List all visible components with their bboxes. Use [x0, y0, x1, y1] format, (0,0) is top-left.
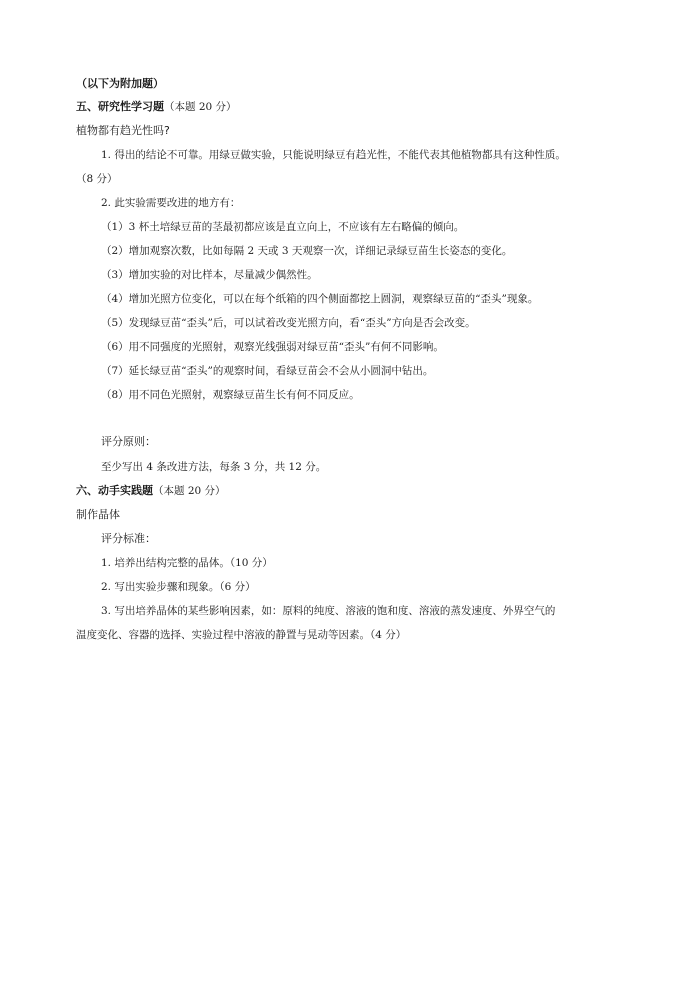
section-5-question: 植物都有趋光性吗?	[76, 124, 170, 137]
section-5-points: （本题 20 分）	[164, 101, 237, 113]
scoring-title: 评分原则：	[101, 435, 156, 448]
scoring-text: 至少写出 4 条改进方法，每条 3 分，共 12 分。	[101, 461, 327, 473]
answer-1-line-2: （8 分）	[76, 173, 118, 185]
section-6-heading	[76, 484, 226, 498]
criteria-item-continuation: 温度变化、容器的选择、实验过程中溶液的静置与晃动等因素。（4 分）	[76, 629, 407, 641]
criteria-item: 1. 培养出结构完整的晶体。（10 分）	[101, 557, 273, 569]
section-6-title: 六、动手实践题	[76, 484, 153, 497]
improvement-item: （2）增加观察次数，比如每隔 2 天或 3 天观察一次，详细记录绿豆苗生长姿态的变化。	[101, 245, 513, 257]
improvement-item: （1）3 杯土培绿豆苗的茎最初都应该是直立向上，不应该有左右略偏的倾向。	[101, 221, 465, 233]
improvement-item: （4）增加光照方位变化，可以在每个纸箱的四个侧面都挖上圆洞，观察绿豆苗的“歪头”现象。	[101, 293, 539, 305]
section-5-heading	[76, 100, 237, 114]
appendix-label: （以下为附加题）	[76, 77, 164, 90]
improvement-item: （5）发现绿豆苗“歪头”后，可以试着改变光照方向，看“歪头”方向是否会改变。	[101, 317, 476, 329]
improvement-item: （6）用不同强度的光照射，观察光线强弱对绿豆苗“歪头”有何不同影响。	[101, 341, 444, 353]
criteria-item: 3. 写出培养晶体的某些影响因素，如：原料的纯度、溶液的饱和度、溶液的蒸发速度、外界空气的	[101, 605, 556, 617]
answer-2-intro: 2. 此实验需要改进的地方有：	[101, 197, 241, 209]
criteria-item: 2. 写出实验步骤和现象。（6 分）	[101, 581, 256, 593]
criteria-title: 评分标准：	[101, 532, 156, 545]
answer-1-line-1: 1. 得出的结论不可靠。用绿豆做实验，只能说明绿豆有趋光性，不能代表其他植物都具有这种性质。	[101, 149, 566, 161]
improvement-item: （7）延长绿豆苗“歪头”的观察时间，看绿豆苗会不会从小圆洞中钻出。	[101, 365, 434, 377]
section-5-title: 五、研究性学习题	[76, 100, 164, 113]
section-6-points: （本题 20 分）	[153, 485, 226, 497]
improvement-item: （3）增加实验的对比样本，尽量减少偶然性。	[101, 269, 318, 281]
section-6-topic: 制作晶体	[76, 508, 120, 521]
improvement-item: （8）用不同色光照射，观察绿豆苗生长有何不同反应。	[101, 389, 360, 401]
